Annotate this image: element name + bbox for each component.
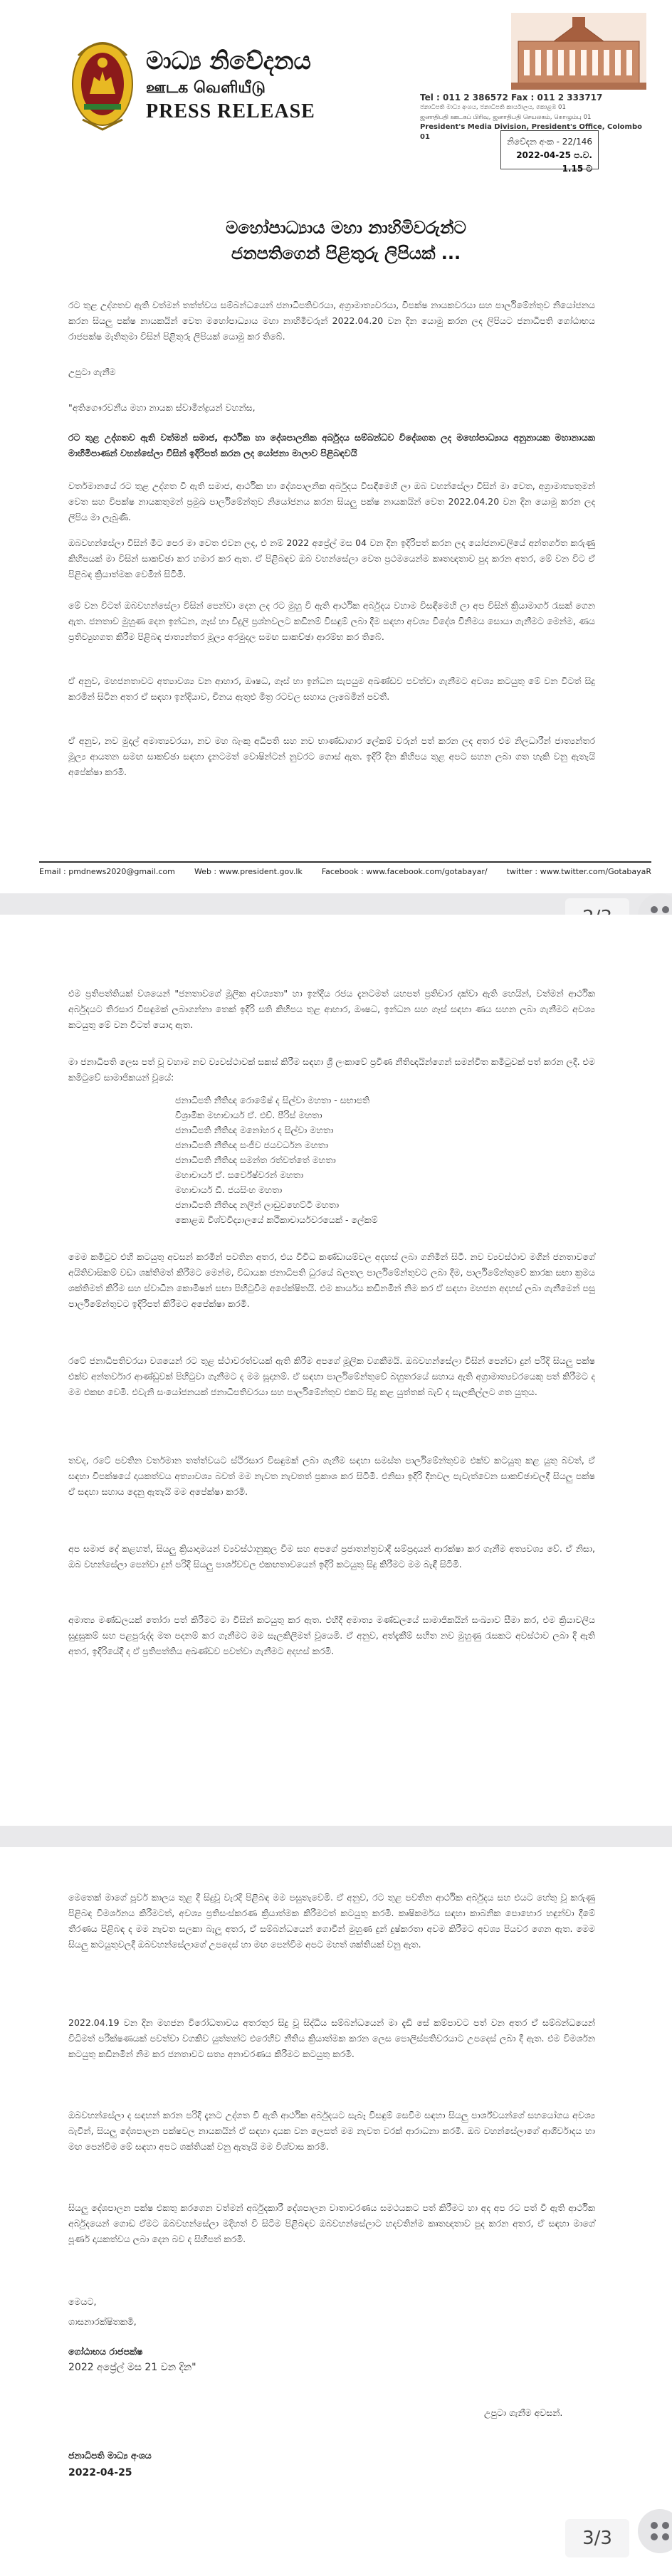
document-page-3	[0, 1847, 672, 2576]
list-item: මහාචාර්ය ඩී. ජයසිංහ මහතා	[175, 1184, 283, 1195]
footer-facebook: Facebook : www.facebook.com/gotabayar/	[321, 867, 488, 876]
list-item: ජනාධිපති නීතිඥ සංජීව ජයවර්ධන මහතා	[175, 1140, 329, 1150]
paragraph-3: මේ වන විටත් ඔබවහන්සේලා විසින් පෙන්වා දෙන ලද රට මුහු වී ඇති ආර්ථික අර්බුදය වහාම විසඳීමෙහි ලා අප විසින් ක්‍රියාමාර්ග රැසක් ගෙන ඇත. ජනතාව මුහුණ දෙන ඉන්ධන, ගෑස් හා විදුලි ප්‍රශ්නවලට කඩිනම් විසඳුම් ලබා දීම සඳහා අවශ්‍ය විදේශ විනිමය සොයා ගැනීමට මෙන්ම, ණය ප්‍රතිව්‍යුහගත කිරීම පිළිබඳ ජාත්‍යන්තර මූල්‍ය අරමුදල සමඟ සාකච්ඡා ආරම්භ කර තිබේ.	[68, 600, 595, 642]
paragraph-8: මෙම කමිටුව එහි කටයුතු අවසන් කරමින් පවතින අතර, එය විවිධ කණ්ඩායම්වල අදහස් ලබා ගනිමින් සිටී. නව ව්‍යවස්ථාව මගින් ජනතාවගේ අයිතිවාසිකම් වඩා ශක්තිමත් කිරීමට මෙන්ම, විධායක ජනාධිපති ධුරයේ බලතල පාර්ලිමේන්තුවට ලබා දීම, පාර්ලිමේන්තුවේ කාරක සභා ක්‍රමය ශක්තිමත් කිරීම සහ ස්වාධීන කොමිෂන් සභා පිහිටුවීම අපේක්ෂිතයි. එම කාර්යය කඩිනමින් නිම කර ඒ සඳහා මහජන අදහස් ලබා ගැනීමෙන් පසු පාර්ලිමේන්තුවට ඉදිරිපත් කිරීමට අපේක්ෂා කරමි.	[68, 1251, 595, 1309]
page-counter-3: 3/3	[565, 2519, 629, 2557]
list-item: කොළඹ විශ්වවිද්‍යාලයේ කථිකාචාර්යවරයෙක් - ලේකම්	[175, 1214, 378, 1225]
paragraph-14: 2022.04.19 වන දින මහජන විරෝධතාවය අතරතුර සිදු වූ සිද්ධිය සම්බන්ධයෙන් මා දැඩි සේ කම්පාවට පත් වන අතර ඒ සම්බන්ධයෙන් විධිමත් පරීක්ෂණයක් පවත්වා වගකිව යුත්තන්ට එරෙහිව නීතිය ක්‍රියාත්මක කරන ලෙස පොලිස්පතිවරයාට උපදෙස් ලබා දී ඇත. එම විමර්ශන කටයුතු කඩිනමින් නිම කර ජනතාවට සත්‍ය අනාවරණය කිරීමට කටයුතු කරමි.	[68, 2017, 595, 2059]
list-item: විශ්‍රාමික මහාචාර්ය ඒ. එච්. පීරිස් මහතා	[175, 1110, 322, 1120]
paragraph-6: එම ප්‍රතිපත්තියක් වශයෙන් "ජනතාවගේ මූලික අවශ්‍යතා" හා ඉන්දීය රජය දැනටමත් යහපත් ප්‍රතිචාර දක්වා ඇති හෙයින්, වත්මන් ආර්ථික අර්බුදයට තිරසාර විසඳුමක් ලබාගන්නා තෙක් ඉදිරි සති කිහිපය තුළ ආහාර, ඖෂධ, ඉන්ධන සහ ගෑස් සඳහා ණය සහන ලබා ගැනීමට අවශ්‍ය කටයුතු මේ වන විටත් යොදා ඇත.	[68, 988, 595, 1030]
list-item: ජනාධිපති නීතිඥ රොමේෂ් ද සිල්වා මහතා - සභාපති	[175, 1095, 370, 1105]
org-tamil: ஊடக வெளியீடு	[146, 79, 266, 97]
grid-dots-icon	[651, 2522, 669, 2540]
page-footer	[39, 861, 651, 876]
tel-fax: Tel : 011 2 386572 Fax : 011 2 333717	[420, 93, 603, 102]
paragraph-1: වර්තමානයේ රට තුළ උද්ගත වී ඇති සමාජ, ආර්ථික හා දේශපාලනික අර්බුදය විසඳීමෙහි ලා ඔබ වහන්සේලා විසින් මා වෙත, අග්‍රාමාත්‍යතුමන් වෙත සහ විපක්ෂ නායකතුමන් ප්‍රමුඛ පාර්ලිමේන්තුව නියෝජනය කරන සියලු පක්ෂ නායකයින් වෙත 2022.04.20 වන දින යොමු කරන ලද ලිපිය මා ලැබුණි.	[68, 480, 595, 522]
letter-subject: රට තුළ උද්ගතව ඇති වත්මන් සමාජ, ආර්ථික හා දේශපාලනික අර්බුදය සම්බන්ධව විදේශගත ලද මහෝපාධ්‍යාය අනුනායක මහානායක මාහිමිපාණන් වහන්සේලා විසින් ඉදිරිපත් කරන ලද යෝජනා මාලාව පිළිබඳවයි	[68, 432, 595, 458]
paragraph-11: අප සමාජ දේ කළහත්, සියලු ක්‍රියාදාමයන් ව්‍යවස්ථානුකූල වීම සහ අපගේ ප්‍රජාතන්ත්‍රවාදී සම්ප්‍රදායන් ආරක්ෂා කර ගැනීම අත්‍යවශ්‍ය වේ. ඒ නිසා, ඔබ වහන්සේලා පෙන්වා දුන් පරිදි සියලු පාර්ශ්වවල එකඟතාවයෙන් ඉදිරි කටයුතු සිදු කිරීමට මම බැඳී සිටිමි.	[68, 1543, 595, 1570]
paragraph-16: සියලු දේශපාලන පක්ෂ එකතු කරගෙන වත්මන් අර්බුදකාරී දේශපාලන වාතාවරණය සමථයකට පත් කිරීමට හා අද අප රට පත් වී ඇති ආර්ථික අර්බුදයෙන් ගොඩ ඒමට ඔබවහන්සේලා මදිහත් වී සිටීම පිළිබඳව ඔබවහන්සේලාට හදවතින්ම කෘතඥතාව පුද කරන අතර, ඒ සඳහා මාගේ පූර්ණ දායකත්වය ලබා දෙන බව ද සිහිපත් කරමි.	[68, 2202, 595, 2244]
page-title-line-2: ජනපතිගෙන් පිළිතුරු ලිපියක් ...	[231, 243, 461, 263]
paragraph-10: තවද, රටේ පවතින වර්තමාන තත්ත්වයට ස්ථිරසාර විසඳුමක් ලබා ගැනීම සඳහා සමස්ත පාර්ලිමේන්තුවම එක්ව කටයුතු කළ යුතු බවත්, ඒ සඳහා විපක්ෂයේ දායකත්වය අත්‍යාවශ්‍ය බවත් මම නැවත නැවතත් ප්‍රකාශ කර සිටිමි. එනිසා ඉදිරි දිනවල පැවැත්වෙන සාකච්ඡාවලදී සියලු පක්ෂ ඒ සඳහා සහාය දෙනු ඇතැයි මම අපේක්ෂා කරමි.	[68, 1455, 595, 1497]
quote-start: උපුටා ගැනීම	[68, 367, 116, 377]
reference-box	[500, 130, 599, 174]
list-item: ජනාධිපති නීතිඥ මනෝහර ද සිල්වා මහතා	[175, 1125, 334, 1135]
intro-paragraph: රට තුළ උද්ගතව ඇති වත්මන් තත්ත්වය සම්බන්ධයෙන් ජනාධිපතිවරයා, අග්‍රාමාත්‍යවරයා, විපක්ෂ නායකවරයා සහ පාර්ලිමේන්තුව නියෝජනය කරන සියලු පක්ෂ නායකයින් වෙත මහෝපාධ්‍යාය මහා නාහිමිවරුන් 2022.04.20 වන දින යොමු කරන ලද ලිපියට ජනාධිපති ගෝඨාභය රාජපක්ෂ මැතිතුමා විසින් පිළිතුරු ලිපියක් යොමු කර තිබේ.	[68, 300, 595, 342]
letterhead	[0, 0, 672, 185]
press-release-label: PRESS RELEASE	[146, 100, 315, 122]
footer-twitter: twitter : www.twitter.com/GotabayaR	[506, 867, 651, 876]
committee-member-list	[175, 1093, 545, 1227]
org-sinhala: මාධ්‍ය නිවේදනය	[146, 47, 311, 75]
signatory-name: ගෝඨාභය රාජපක්ෂ	[68, 2346, 143, 2357]
quote-end: උපුටා ගැනීම අවසන්.	[484, 2407, 563, 2418]
paragraph-13: මෙතෙක් මාගේ පූර්ව කාලය තුළ දී සිදුවූ වැරදි පිළිබඳ මම පසුතැවෙමි. ඒ අනුව, රට තුළ පවතින ආර්ථික අර්බුදය සහ එයට හේතු වූ කරුණු පිළිබඳ විමර්ශනය කිරීමටත්, අවශ්‍ය ප්‍රතිසංස්කරණ ක්‍රියාත්මක කිරීමටත් කටයුතු කරමි. කෘෂිකර්මය සඳහා කාබනික පොහොර හඳුන්වා දීමේ තීරණය පිළිබඳ ද මම නැවත සලකා බැලූ අතර, ඒ සම්බන්ධයෙන් ගොවීන් මුහුණ දුන් දුෂ්කරතා අවම කිරීමට අවශ්‍ය පියවර ගෙන ඇත. මෙම සියලු කටයුතුවලදී ඔබවහන්සේලාගේ උපදෙස් හා මඟ පෙන්වීම අපට මහත් ශක්තියක් වනු ඇත.	[68, 1892, 595, 1950]
letter-closing: මෙයට,	[68, 2296, 97, 2307]
paragraph-7: මා ජනාධිපති ලෙස පත් වූ වහාම නව ව්‍යවස්ථාවක් සකස් කිරීම සඳහා ශ්‍රී ලංකාවේ ප්‍රවීණ නීතිඥයින්ගෙන් සමන්විත කමිටුවක් පත් කරන ලදී. එම කමිටුවේ සාමාජිකයන් වූයේ:	[68, 1056, 595, 1083]
issuer-name: ජනාධිපති මාධ්‍ය අංශය	[68, 2450, 152, 2461]
page-title-line-1: මහෝපාධ්‍යාය මහා නාහිමිවරුන්ට	[226, 218, 466, 238]
paragraph-12: අමාත්‍ය මණ්ඩලයක් තෝරා පත් කිරීමට මා විසින් කටයුතු කර ඇත. එහිදී අමාත්‍ය මණ්ඩලයේ සාමාජිකයින් සංඛ්‍යාව සීමා කර, එම ක්‍රියාවලිය සුදුසුකම් සහ පළපුරුද්ද මත පදනම් කර ගැනීමට මම සැලකිලිමත් වූයෙමි. ඒ අනුව, අත්දැකීම් සහිත නව මුහුණු රැසකට අවස්ථාව ලබා දී ඇති අතර, ඉදිරියේදී ද ඒ ප්‍රතිපත්තිය අඛණ්ඩව පවත්වා ගැනීමට අදහස් කරමි.	[68, 1614, 595, 1656]
footer-email: Email : pmdnews2020@gmail.com	[39, 867, 175, 876]
issue-date: 2022-04-25	[68, 2467, 132, 2478]
sri-lanka-emblem-icon	[68, 34, 137, 134]
list-item: ජනාධිපති නීතිඥ නලීන් ලාඩුවහෙට්ටි මහතා	[175, 1199, 340, 1210]
presidents-house-icon	[511, 13, 646, 90]
address-tamil: ஜனாதிபதி ஊடகப் பிரிவு, ஜனாதிபதி செயலகம், கொழும்பு 01	[420, 114, 592, 121]
organization-name	[146, 46, 315, 124]
division-name: President's Media Division, President's Office, Colombo 01	[420, 123, 642, 141]
footer-web: Web : www.president.gov.lk	[194, 867, 303, 876]
address-sinhala: ජනාධිපති මාධ්‍ය අංශය, ජනාධිපති කාර්යාලය, කොළඹ 01	[420, 104, 566, 111]
paragraph-2: ඔබවහන්සේලා විසින් මීට පෙර මා වෙත එවන ලද, එ නම් 2022 අප්‍රේල් මස 04 වන දින ඉදිරිපත් කරන ලද යෝජනාවලියේ අන්තර්ගත කරුණු කිහිපයක් මා විසින් සාකච්ඡා කර හමාර කර ඇත. ඒ පිළිබඳව ඔබ වහන්සේලා වෙත ප්‍රථමයෙන්ම කෘතඥතාව පුද කරන අතර, මේ වන විට ඒ පිළිබඳ ක්‍රියාත්මක වෙමින් සිටිමි.	[68, 537, 595, 579]
reference-date: 2022-04-25 ප.ව. 1.15 ට	[516, 150, 592, 174]
reference-number: නිවේදන අංක - 22/146	[507, 137, 592, 147]
paragraph-4: ඒ අනුව, මහජනතාවට අත්‍යාවශ්‍ය වන ආහාර, ඖෂධ, ගෑස් හා ඉන්ධන සැපයුම අඛණ්ඩව පවත්වා ගැනීමට අවශ්‍ය කටයුතු මේ වන විටත් සිදු කරමින් සිටින අතර ඒ සඳහා ඉන්දියාව, චීනය ඇතුළු මිත්‍ර රටවල සහාය ලැබෙමින් පවතී.	[68, 675, 595, 702]
document-page-2	[0, 915, 672, 1826]
signature-date: 2022 අප්‍රේල් මස 21 වන දින"	[68, 2362, 196, 2373]
list-item: මහාචාර්ය ඒ. සර්වේෂ්වරන් මහතා	[175, 1169, 304, 1180]
document-page-1	[0, 0, 672, 893]
letter-addressee: "අතිගෞරවනීය මහා නායක ස්වාමීන්ද්‍රයන් වහන්ස,	[68, 402, 256, 413]
paragraph-15: ඔබවහන්සේලා ද සඳහන් කරන පරිදි දැනට උද්ගත වී ඇති ආර්ථික අර්බුදයට සැබෑ විසඳුම් සෙවීම සඳහා සියලු පාර්ශ්වයන්ගේ සහයෝගය අවශ්‍ය බැවින්, සියලු දේශපාලන පක්ෂවල නායකයින් ඒ සඳහා දායක වන ලෙසත් මම නැවත වරක් ආරාධනා කරමි. ඔබ වහන්සේලාගේ ආශීර්වාදය හා මඟ පෙන්වීම මේ සඳහා අපට ශක්තියක් වනු ඇතැයි මම විශ්වාස කරමි.	[68, 2110, 595, 2152]
paragraph-5: ඒ අනුව, නව මුදල් අමාත්‍යවරයා, නව මහ බැංකු අධිපති සහ නව භාණ්ඩාගාර ලේකම් වරුන් පත් කරන ලද අතර එම නිලධාරීන් ජාත්‍යන්තර මූල්‍ය ආයතන සමඟ සාකච්ඡා සඳහා දැනටමත් වොෂින්ටන් නුවරට ගොස් ඇත. ඉදිරි දින කිහිපය තුළ අපට සහන ලබා ගත හැකි වනු ඇතැයි අපේක්ෂා කරමි.	[68, 735, 595, 777]
paragraph-9: රටේ ජනාධිපතිවරයා වශයෙන් රට තුළ ස්ථාවරත්වයක් ඇති කිරීම අපගේ මූලික වගකීමයි. ඔබවහන්සේලා විසින් පෙන්වා දුන් පරිදි සියලු පක්ෂ එක්ව අන්තර්වාර ආණ්ඩුවක් පිහිටුවා ගැනීමට ද මම සූදානම්. ඒ සඳහා පාර්ලිමේන්තුවේ බහුතරයේ සහාය ඇති අග්‍රාමාත්‍යවරයෙකු පත් කිරීමට ද මම එකඟ වෙමි. එවැනි සංයෝජනයක් ජනාධිපතිවරයා සහ පාර්ලිමේන්තුව එකට සිදු කළ යුත්තක් බැව් ද සැලකිල්ලට ගත යුතුය.	[68, 1355, 595, 1397]
list-item: ජනාධිපති නීතිඥ සමන්ත රත්වත්තේ මහතා	[175, 1155, 336, 1165]
letter-regards: ශාසනාරක්ෂිතකමි,	[68, 2316, 137, 2327]
